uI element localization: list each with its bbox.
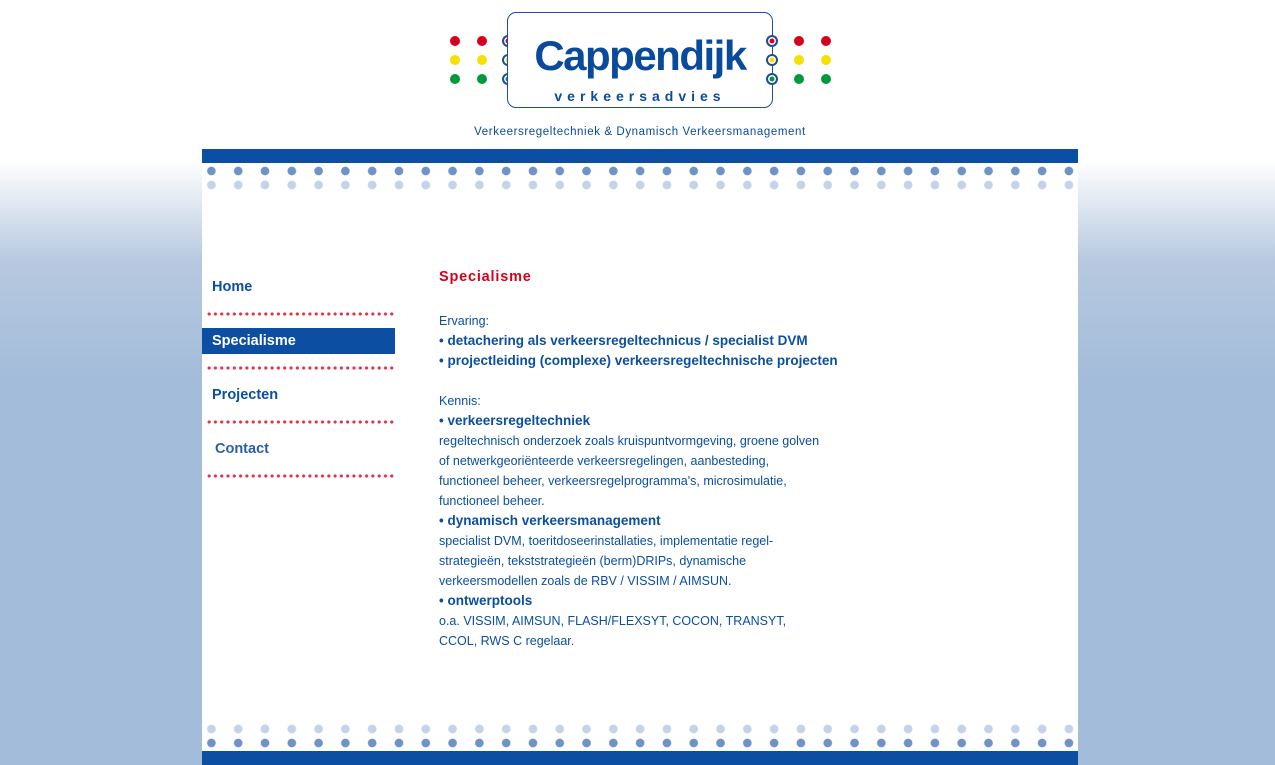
dot-row-decoration — [202, 180, 1078, 190]
tagline: Verkeersregeltechniek & Dynamisch Verkeersmanagement — [474, 126, 806, 138]
page-title: Specialisme — [439, 269, 532, 285]
kennis-heading: • verkeersregeltechniek — [439, 413, 591, 428]
dot-row-decoration — [202, 738, 1078, 748]
ervaring-label: Ervaring: — [439, 314, 490, 328]
main-content — [439, 269, 1039, 651]
logo-box — [507, 12, 773, 108]
dot-row-decoration — [202, 724, 1078, 734]
traffic-light-green-icon — [821, 74, 831, 84]
nav-separator — [206, 366, 396, 370]
traffic-light-red-icon — [794, 36, 804, 46]
bottom-bar — [202, 751, 1078, 765]
kennis-text: strategieën, tekststrategieën (berm)DRIPs, dynamische — [439, 554, 747, 568]
nav-separator — [206, 312, 396, 316]
nav-item-specialisme[interactable]: Specialisme — [202, 328, 395, 354]
kennis-text: CCOL, RWS C regelaar. — [439, 634, 575, 648]
kennis-text: o.a. VISSIM, AIMSUN, FLASH/FLEXSYT, COCON, TRANSYT, — [439, 614, 787, 628]
traffic-light-yellow-icon — [794, 55, 804, 65]
nav-separator — [206, 474, 396, 478]
header — [0, 0, 1275, 149]
kennis-text: specialist DVM, toeritdoseerinstallaties, implementatie regel- — [439, 534, 774, 548]
traffic-light-red-icon — [450, 36, 460, 46]
kennis-label: Kennis: — [439, 394, 481, 408]
dot-row-decoration — [202, 166, 1078, 176]
nav-item-contact[interactable]: Contact — [215, 441, 269, 457]
kennis-text: regeltechnisch onderzoek zoals kruispuntvormgeving, groene golven — [439, 434, 820, 448]
traffic-light-green-icon — [794, 74, 804, 84]
kennis-heading: • dynamisch verkeersmanagement — [439, 513, 661, 528]
nav-item-projecten[interactable]: Projecten — [212, 387, 279, 403]
kennis-text: functioneel beheer, verkeersregelprogramma's, microsimulatie, — [439, 474, 787, 488]
page-frame — [202, 149, 1078, 765]
traffic-light-green-icon — [477, 74, 487, 84]
traffic-light-red-icon — [477, 36, 487, 46]
traffic-light-red-icon — [821, 36, 831, 46]
logo-title: Cappendijk — [534, 32, 746, 79]
ervaring-item: • detachering als verkeersregeltechnicus / specialist DVM — [439, 333, 808, 348]
logo[interactable] — [440, 8, 840, 112]
traffic-light-yellow-icon — [450, 55, 460, 65]
nav-item-home[interactable]: Home — [212, 279, 253, 295]
traffic-light-green-icon — [450, 74, 460, 84]
ervaring-item: • projectleiding (complexe) verkeersregeltechnische projecten — [439, 353, 838, 368]
traffic-light-yellow-icon — [766, 54, 778, 66]
traffic-light-green-icon — [766, 73, 778, 85]
traffic-light-red-icon — [766, 35, 778, 47]
kennis-heading: • ontwerptools — [439, 593, 533, 608]
traffic-light-yellow-icon — [477, 55, 487, 65]
kennis-text: of netwerkgeoriënteerde verkeersregelingen, aanbesteding, — [439, 454, 770, 468]
top-bar — [202, 149, 1078, 163]
kennis-text: functioneel beheer. — [439, 494, 545, 508]
logo-subtitle: verkeersadvies — [554, 88, 726, 104]
traffic-light-yellow-icon — [821, 55, 831, 65]
nav-separator — [206, 420, 396, 424]
kennis-text: verkeersmodellen zoals de RBV / VISSIM / AIMSUN. — [439, 574, 732, 588]
